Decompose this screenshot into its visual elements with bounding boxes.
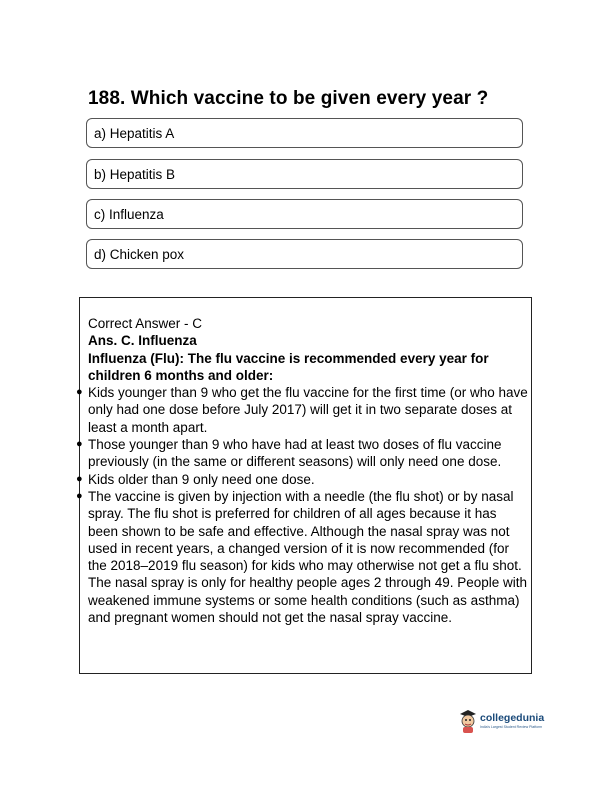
bullet-icon: ● [76, 489, 83, 502]
answer-heading: Influenza (Flu): The flu vaccine is recommended every year for children 6 months and older: [88, 350, 489, 383]
collegedunia-logo[interactable] [458, 708, 558, 738]
answer-content [76, 315, 528, 626]
option-c[interactable]: c) Influenza [86, 199, 523, 229]
logo-text: collegedunia [480, 712, 545, 724]
bullet-icon: ● [76, 438, 83, 451]
list-item: ● Kids older than 9 only need one dose. [76, 471, 315, 487]
option-d[interactable]: d) Chicken pox [86, 239, 523, 269]
question-title: 188. Which vaccine to be given every year ? [88, 88, 489, 109]
explanation-list [76, 384, 528, 626]
answer-box [76, 297, 532, 674]
bullet-icon: ● [76, 472, 83, 485]
answer-title: Ans. C. Influenza [88, 333, 197, 349]
option-b[interactable]: b) Hepatitis B [86, 159, 523, 189]
list-item: ● The vaccine is given by injection with a needle (the flu shot) or by nasal spray. The flu shot is preferred for children of all ages because it has been shown to be safe and effective. Although the nasal spray was not used in recent years, a changed version of it is now recommended (for the 2018–2019 flu season) for kids who may otherwise not get a flu shot. The nasal spray is only for healthy people ages 2 through 49. People with weakened immune systems or some health conditions (such as asthma) and pregnant women should not get the nasal spray vaccine. [76, 488, 528, 626]
list-item: ● Kids younger than 9 who get the flu vaccine for the first time (or who have only had one dose before July 2017) will get it in two separate doses at least a month apart. [76, 385, 528, 435]
bullet-icon: ● [76, 386, 83, 399]
correct-answer-label: Correct Answer - C [88, 316, 203, 331]
list-item: ● Those younger than 9 who have had at least two doses of flu vaccine previously (in the same or different seasons) will only need one dose. [76, 437, 502, 470]
mascot-icon [458, 708, 478, 734]
logo-tagline: India's Largest Student Review Platform [480, 725, 543, 729]
option-a[interactable]: a) Hepatitis A [86, 118, 523, 148]
